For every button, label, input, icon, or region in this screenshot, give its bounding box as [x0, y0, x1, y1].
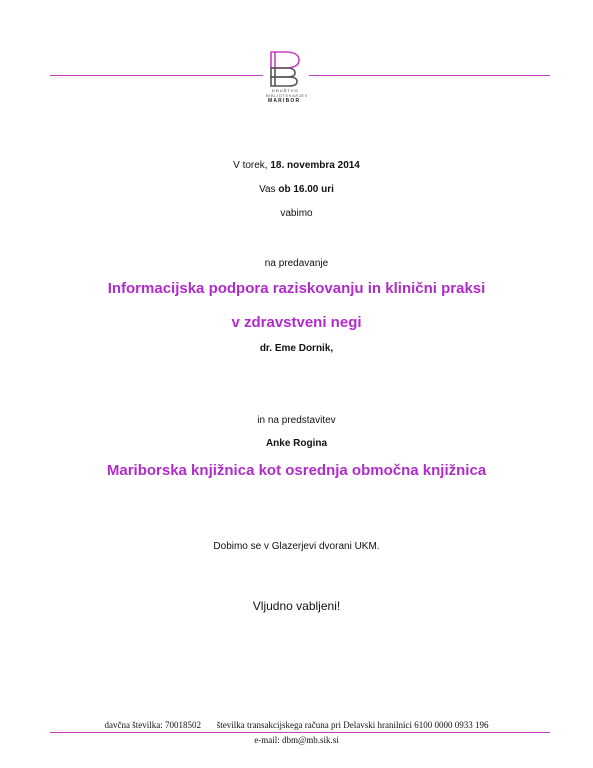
date-line [0, 160, 593, 171]
presenter-name: Anke Rogina [265, 438, 328, 449]
closing-line: Vljudno vabljeni! [252, 599, 341, 613]
event-date: 18. novembra 2014 [270, 160, 360, 171]
footer-rule [50, 732, 550, 733]
presentation-title: Mariborska knjižnica kot osrednja območna knjižnica [106, 462, 487, 479]
account-label: številka transakcijskega računa pri Delavski hranilnici [216, 720, 412, 730]
lecture-title-line-2: v zdravstveni negi [231, 314, 362, 331]
footer-bank-line [0, 720, 593, 730]
venue-line: Dobimo se v Glazerjevi dvorani UKM. [213, 541, 380, 552]
invite-word: vabimo [280, 208, 313, 219]
presentation-intro: in na predstavitev [257, 415, 336, 426]
footer-email-line [0, 735, 593, 745]
email-label: e-mail: [254, 735, 280, 745]
tax-label: davčna številka: [104, 720, 163, 730]
logo-line-2: BIBLIOTEKARJEV [266, 93, 308, 98]
account-number: 6100 0000 0933 196 [414, 720, 489, 730]
time-line [0, 184, 593, 195]
logo-line-1: DRUŠTVO [272, 88, 299, 93]
db-monogram-icon [263, 50, 309, 88]
tax-number: 70018502 [165, 720, 202, 730]
time-prefix: Vas [259, 184, 276, 195]
email-link[interactable]: dbm@mb.sik.si [281, 735, 339, 745]
date-prefix: V torek, [233, 160, 268, 171]
lecturer-name: dr. Eme Dornik, [259, 343, 334, 354]
lecture-title-line-1: Informacijska podpora raziskovanju in klinični praksi [107, 280, 486, 297]
event-time: ob 16.00 uri [278, 184, 334, 195]
logo-line-3: MARIBOR [268, 98, 301, 104]
lecture-intro: na predavanje [264, 258, 329, 269]
